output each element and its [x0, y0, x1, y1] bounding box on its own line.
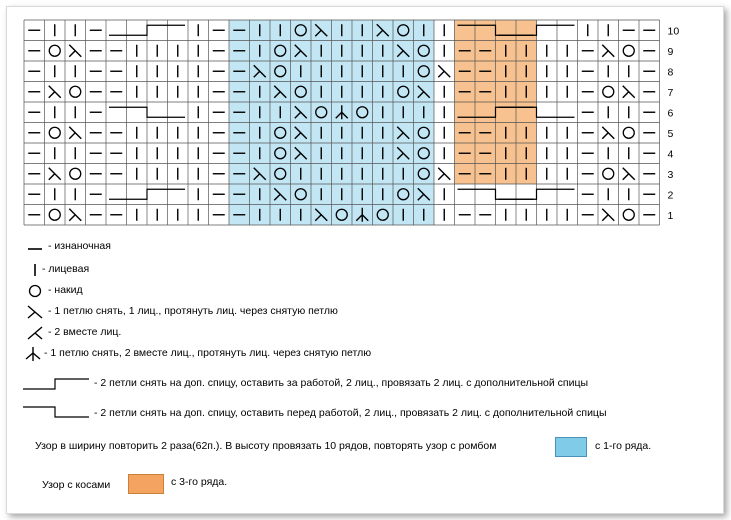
cable-front-mark — [458, 189, 534, 199]
yarnover-mark — [603, 86, 614, 97]
row-number: 7 — [667, 86, 674, 99]
blue-swatch — [555, 437, 587, 457]
ssk-mark — [623, 174, 629, 180]
row-number: 4 — [667, 148, 674, 161]
repeat-note-suffix: с 1-го ряда. — [595, 440, 652, 452]
repeat-note: Узор в ширину повторить 2 раза(62п.). В высоту провязать 10 рядов, повторять узор с ромбом — [35, 440, 497, 452]
yarnover-mark — [70, 168, 81, 179]
legend-cable-front: - 2 петли снять на доп. спицу, оставить перед работой, 2 лиц., провязать 2 лиц. с дополнительной спицы — [94, 407, 607, 419]
ssk-mark — [623, 92, 629, 98]
yarnover-mark — [623, 45, 634, 56]
legend-yarnover: - накид — [48, 284, 83, 296]
cable-pattern-suffix: с 3-го ряда. — [171, 476, 228, 488]
row-number: 2 — [667, 189, 674, 202]
row-number: 5 — [667, 127, 674, 140]
legend-double-decrease: - 1 петлю снять, 2 вместе лиц., протянуть лиц. через снятую петлю — [44, 347, 372, 359]
purl-legend-icon — [25, 243, 45, 255]
cable-pattern-label: Узор с косами — [42, 479, 111, 491]
cable-back-mark — [109, 189, 185, 199]
cable-back-mark — [109, 25, 185, 35]
legend-ssk: - 1 петлю снять, 1 лиц., протянуть лиц. через снятую петлю — [48, 305, 338, 317]
row-number: 8 — [667, 66, 674, 79]
ssk-mark — [49, 92, 55, 98]
ssk-mark — [602, 133, 608, 139]
yarnover-mark — [623, 209, 634, 220]
yarnover-legend-icon — [25, 283, 45, 299]
cable-back-legend-icon — [21, 375, 91, 393]
row-number: 9 — [667, 45, 674, 58]
row-number: 3 — [667, 168, 674, 181]
knitting-chart — [7, 7, 723, 247]
k2tog-legend-icon — [25, 325, 45, 341]
yarnover-mark — [49, 127, 60, 138]
ssk-mark — [438, 174, 444, 180]
row-number: 6 — [667, 107, 674, 120]
double-decrease-legend-icon — [23, 345, 43, 363]
yarnover-mark — [623, 127, 634, 138]
yarnover-mark — [49, 45, 60, 56]
knitting-chart-sheet — [6, 6, 724, 514]
ssk-legend-icon — [25, 304, 45, 320]
yarnover-mark — [70, 86, 81, 97]
legend-cable-back: - 2 петли снять на доп. спицу, оставить за работой, 2 лиц., провязать 2 лиц. с дополнительной спицы — [94, 377, 589, 389]
yarnover-mark — [49, 209, 60, 220]
ssk-mark — [438, 71, 444, 77]
ssk-mark — [69, 133, 75, 139]
orange-swatch — [128, 474, 164, 494]
cable-back-mark — [499, 189, 575, 199]
ssk-mark — [49, 174, 55, 180]
legend-purl: - изнаночная — [48, 240, 111, 252]
ssk-mark — [602, 51, 608, 57]
cable-front-legend-icon — [21, 403, 91, 421]
ssk-mark — [602, 215, 608, 221]
legend-knit: - лицевая — [42, 263, 90, 275]
row-number: 10 — [667, 25, 680, 38]
row-number: 1 — [667, 209, 674, 222]
legend-k2tog: - 2 вместе лиц. — [48, 326, 122, 338]
ssk-mark — [69, 51, 75, 57]
ssk-mark — [69, 215, 75, 221]
yarnover-mark — [603, 168, 614, 179]
cable-front-mark — [109, 107, 185, 117]
